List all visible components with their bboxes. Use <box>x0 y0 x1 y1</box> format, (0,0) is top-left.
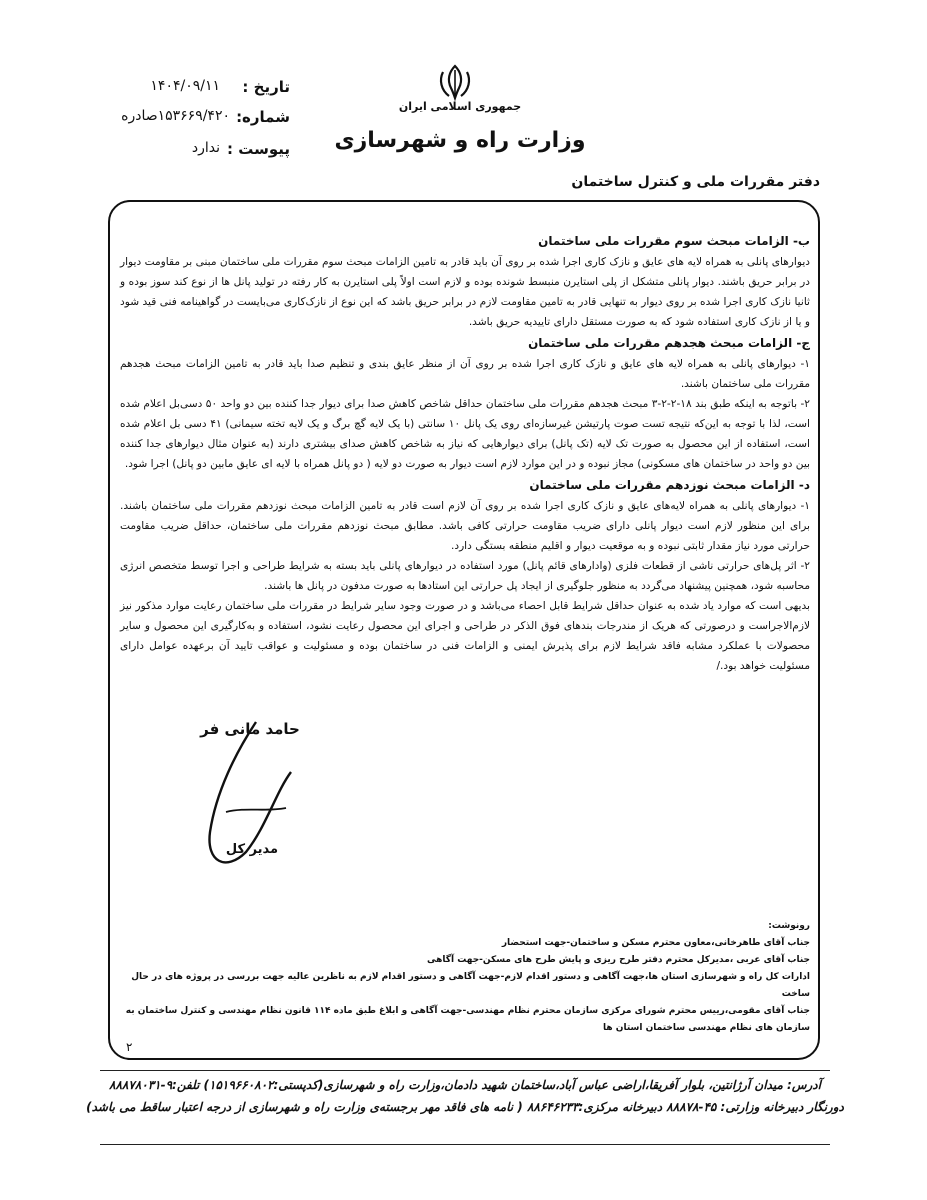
section-d-item-2: ۲- اثر پل‌های حرارتی ناشی از قطعات فلزی (وادارهای قائم پانل) مورد استفاده در دیوارهای پانلی باید بسته به شرایط طراحی و اجرا توسط متخصص انرژی محاسبه شود، همچنین پیشنهاد می‌گردد به منظور جلوگیری از ایجاد پل حرارتی این استادها به صورت مدفون در پانل ها باشند. <box>120 560 810 592</box>
footer-bottom-divider <box>100 1144 830 1145</box>
copy-recipient: ادارات کل راه و شهرسازی استان ها،جهت آگاهی و دستور اقدام لازم-جهت آگاهی و دستور اقدام لازم به ناظرین عالیه جهت بررسی در پروژه های در حال ساخت <box>131 972 810 999</box>
attachment-label: پیوست : <box>226 140 290 158</box>
footer-address: آدرس: میدان آرژانتین، بلوار آفریقا،اراضی عباس آباد،ساختمان شهید دادمان،وزارت راه و شهرسازی(کدپستی:۱۵۱۹۶۶۰۸۰۲) تلفن:۹-۸۸۸۷۸۰۳۱ <box>109 1078 821 1092</box>
section-d-title: د- الزامات مبحث نوزدهم مقررات ملی ساختمان <box>529 478 810 492</box>
closing-paragraph: بدیهی است که موارد یاد شده به عنوان حداقل شرایط قابل احصاء می‌باشد و در صورت وجود سایر شرایط در مقررات ملی ساختمان رعایت موارد مذکور نیز لازم‌الاجراست و درصورتی که هریک از مندرجات بندهای فوق الذکر در طراحی و اجرای این محصول رعایت نشود، استفاده و به‌کارگیری این محصول و سایر محصولات با عملکرد مشابه فاقد شرایط لازم برای پذیرش ایمنی و الزامات فنی در ساختمان بوده و مسئولیت و عواقب تایید آن برعهده عوامل دارای مسئولیت خواهد بود./ <box>120 600 810 672</box>
signatory-title: مدیر کل <box>225 842 279 857</box>
signatory-name: حامد مانی فر <box>200 720 300 738</box>
ministry-name: وزارت راه و شهرسازی <box>334 128 586 153</box>
iran-emblem-icon <box>435 62 475 102</box>
office-title: دفتر مقررات ملی و کنترل ساختمان <box>571 174 820 190</box>
signature-icon <box>196 712 306 892</box>
date-label: تاریخ : <box>242 78 290 96</box>
date-value: ۱۴۰۴/۰۹/۱۱ <box>150 78 220 94</box>
number-value: ۱۵۳۶۶۹/۴۲۰صادره <box>121 108 230 124</box>
attachment-value: ندارد <box>191 140 220 156</box>
number-label: شماره: <box>236 108 290 126</box>
footer-fax-note: دورنگار دبیرخانه وزارتی: ۴۵-۸۸۸۷۸ دبیرخانه مرکزی:۸۸۶۴۶۲۳۳ ( نامه های فاقد مهر برجسته‌ی وزارت راه و شهرسازی از درجه اعتبار ساقط می باشد) <box>86 1100 844 1114</box>
section-c-item-2: ۲- باتوجه به اینکه طبق بند ۱۸-۲-۲-۳ مبحث هجدهم مقررات ملی ساختمان حداقل شاخص کاهش صدا برای دیوار جدا کننده بین دو واحد ۵۰ دسی‌بل اعلام شده است، لذا با توجه به این‌که نتیجه تست صوت پارتیشن غیرسازه‌ای روی یک پانل ۱۰ سانتی (با یک لایه گچ برگ و یک لایه تخته سیمانی) ۴۱ دسی بل اعلام شده است، استفاده از این محصول به صورت تک لایه (تک پانل) برای دیوارهایی که نیاز به شاخص کاهش صدای بیشتری دارند (به عنوان مثال دیوارهای جدا کننده بین دو واحد در ساختمان های مسکونی) مجاز نبوده و در این موارد لازم است دیوار به صورت دو لایه ( دو پانل همراه با لایه ای عایق مابین دو پانل) اجرا شود. <box>120 398 810 470</box>
copy-recipient: جناب آقای طاهرخانی،معاون محترم مسکن و ساختمان-جهت استحضار <box>501 938 810 948</box>
copies-label: رونوشت: <box>768 921 810 931</box>
republic-name: جمهوری اسلامی ایران <box>398 100 522 113</box>
copy-recipient: جناب آقای مقومی،رییس محترم شورای مرکزی سازمان محترم نظام مهندسی-جهت آگاهی و ابلاغ طبق ماده ۱۱۴ قانون نظام مهندسی و کنترل ساختمان به سازمان های نظام مهندسی ساختمان استان ها <box>125 1006 810 1033</box>
page-number: ۲ <box>126 1040 133 1054</box>
section-d-item-1: ۱- دیوارهای پانلی به همراه لایه‌های عایق و نازک کاری اجرا شده بر روی آن لازم است قادر به تامین الزامات مبحث نوزدهم مقررات ملی ساختمان باشند. برای این منظور لازم است دیوار پانلی دارای ضریب مقاومت حرارتی کافی باشد. مطابق مبحث نوزدهم مقررات ملی ساختمان، حداقل ضریب مقاومت حرارتی مورد نیاز مقدار ثابتی نبوده و به موقعیت دیوار و اقلیم منطقه بستگی دارد. <box>120 500 810 552</box>
section-b-text: دیوارهای پانلی به همراه لایه های عایق و نازک کاری اجرا شده بر روی آن باید قادر به تامین الزامات مبحث سوم مقررات ملی ساختمان مبنی بر مقاومت دیوار در برابر حریق باشند. دیوار پانلی متشکل از پلی استایرن منبسط شونده بوده و لازم است اولاً پلی استایرن به کار رفته در تولید پانل ها از نوع کند سوز بوده و ثانیا نازک کاری اجرا شده بر روی دیوار به تنهایی قادر به تامین مقاومت لازم در برابر حریق باشد که این نوع از نازک‌کاری می‌بایست در گواهینامه فنی قید شود و یا از نازک کاری استفاده شود که به صورت مستقل دارای تاییدیه حریق باشد. <box>120 256 810 328</box>
letter-body <box>120 230 810 676</box>
footer-top-divider <box>100 1070 830 1071</box>
section-c-item-1: ۱- دیوارهای پانلی به همراه لایه های عایق و نازک کاری اجرا شده بر روی آن از منظر عایق بندی و تنظیم صدا باید قادر به تامین الزامات مبحث هجدهم مقررات ملی ساختمان باشند. <box>120 358 810 390</box>
section-b-title: ب- الزامات مبحث سوم مقررات ملی ساختمان <box>538 234 810 248</box>
copies-list <box>120 918 810 1037</box>
section-c-title: ج- الزامات مبحث هجدهم مقررات ملی ساختمان <box>528 336 810 350</box>
copy-recipient: جناب آقای عربی ،مدیرکل محترم دفتر طرح ریزی و پایش طرح های مسکن-جهت آگاهی <box>427 955 810 965</box>
